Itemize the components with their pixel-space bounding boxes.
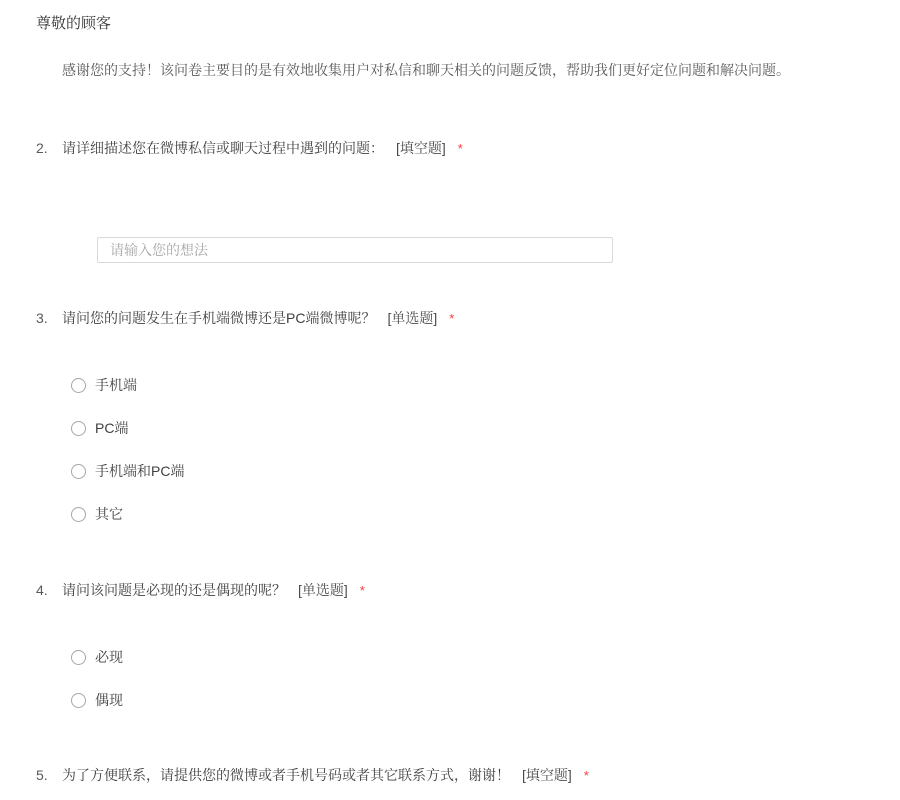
question-3 (36, 311, 864, 522)
radio-circle-icon[interactable] (71, 507, 86, 522)
question-type-label: [填空题] (396, 140, 446, 156)
question-5 (36, 768, 864, 783)
required-asterisk: * (449, 311, 455, 326)
question-2 (36, 141, 864, 263)
question-type-label: [单选题] (387, 310, 438, 326)
radio-option-pc[interactable] (71, 420, 864, 436)
radio-circle-icon[interactable] (71, 650, 86, 665)
radio-option-occasional[interactable] (71, 692, 864, 708)
question-title: 请问该问题是必现的还是偶现的呢？ (62, 582, 286, 598)
required-asterisk: * (457, 141, 463, 156)
radio-option-always[interactable] (71, 649, 864, 665)
radio-option-mobile-and-pc[interactable] (71, 463, 864, 479)
question-number: 4. (36, 582, 48, 598)
radio-option-mobile[interactable] (71, 377, 864, 393)
question-4-options (71, 649, 864, 708)
question-3-options (71, 377, 864, 522)
intro-text: 感谢您的支持！该问卷主要目的是有效地收集用户对私信和聊天相关的问题反馈，帮助我们更好定位问题和解决问题。 (62, 62, 790, 78)
option-label: PC端 (95, 420, 129, 436)
required-asterisk: * (583, 768, 589, 783)
option-label: 其它 (95, 506, 123, 522)
option-label: 偶现 (95, 692, 123, 708)
question-5-title-row (36, 768, 864, 783)
radio-option-other[interactable] (71, 506, 864, 522)
page-title: 尊敬的顾客 (36, 15, 112, 32)
radio-circle-icon[interactable] (71, 421, 86, 436)
required-asterisk: * (359, 583, 365, 598)
question-4 (36, 583, 864, 708)
question-title: 为了方便联系，请提供您的微博或者手机号码或者其它联系方式，谢谢！ (62, 767, 510, 783)
question-2-title-row (36, 141, 864, 156)
radio-circle-icon[interactable] (71, 693, 86, 708)
question-title: 请问您的问题发生在手机端微博还是PC端微博呢？ (62, 310, 376, 326)
radio-circle-icon[interactable] (71, 378, 86, 393)
question-number: 5. (36, 767, 48, 783)
question-title: 请详细描述您在微博私信或聊天过程中遇到的问题： (62, 140, 384, 156)
option-label: 手机端和PC端 (95, 463, 185, 479)
question-3-title-row (36, 311, 864, 326)
radio-circle-icon[interactable] (71, 464, 86, 479)
answer-text-input-q2[interactable] (97, 237, 613, 263)
question-number: 2. (36, 140, 48, 156)
question-type-label: [单选题] (298, 582, 348, 598)
option-label: 必现 (95, 649, 123, 665)
option-label: 手机端 (95, 377, 137, 393)
question-number: 3. (36, 310, 48, 326)
question-4-title-row (36, 583, 864, 598)
question-type-label: [填空题] (522, 767, 572, 783)
